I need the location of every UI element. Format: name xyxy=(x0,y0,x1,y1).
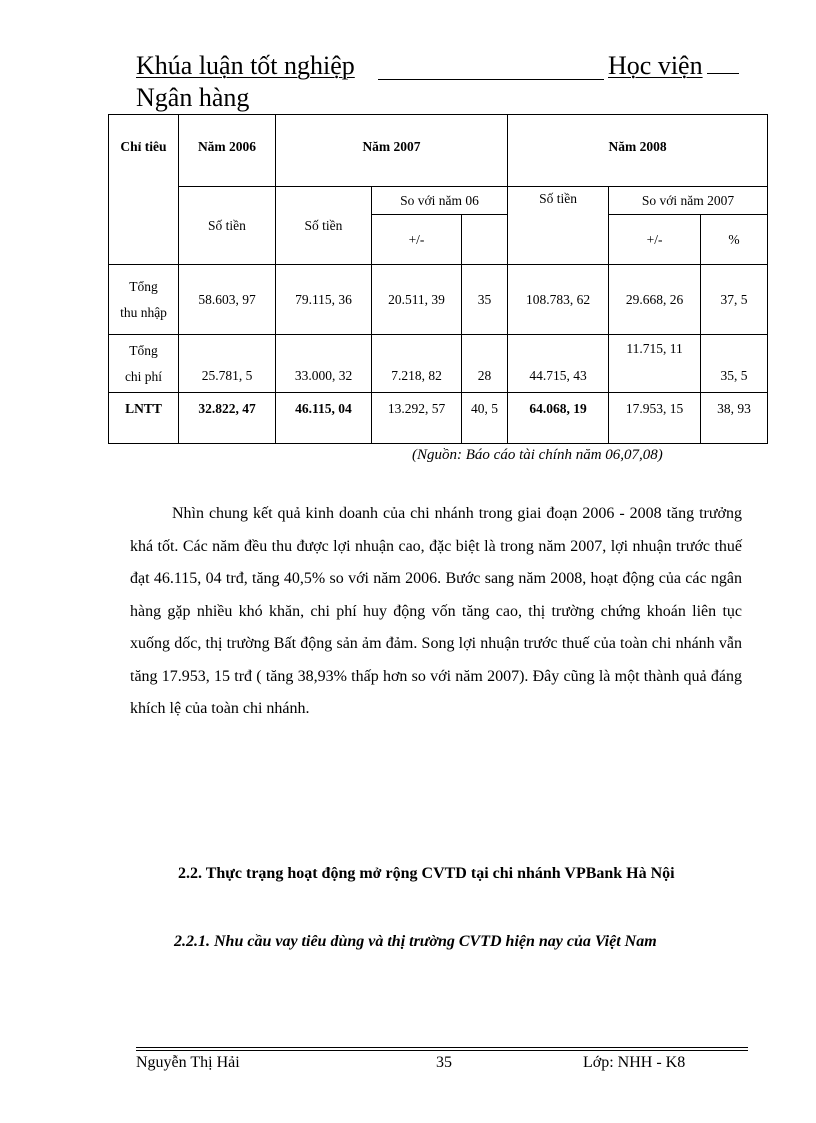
row-label: Tổng chi phí xyxy=(109,335,179,393)
footer-page-number: 35 xyxy=(436,1054,452,1071)
cell-value: 108.783, 62 xyxy=(508,265,609,335)
cell-value: 28 xyxy=(462,335,508,393)
footer-class: Lớp: NHH - K8 xyxy=(583,1054,686,1071)
cell-value: 64.068, 19 xyxy=(508,393,609,444)
table-source-note: (Nguồn: Báo cáo tài chính năm 06,07,08) xyxy=(412,447,663,463)
header-title-line2: Ngân hàng xyxy=(136,83,250,112)
header-percent-08: % xyxy=(701,215,768,265)
header-underline xyxy=(378,79,604,80)
cell-value: 38, 93 xyxy=(701,393,768,444)
cell-value: 17.953, 15 xyxy=(609,393,701,444)
cell-value: 11.715, 11 xyxy=(609,335,701,393)
header-so-voi-06: So với năm 06 xyxy=(372,187,508,215)
cell-value: 35 xyxy=(462,265,508,335)
header-year-2006: Năm 2006 xyxy=(179,115,276,187)
header-percent-07 xyxy=(462,215,508,265)
header-title-right: Học viện xyxy=(608,52,739,80)
financial-results-table xyxy=(108,114,768,444)
header-so-tien-2006: Số tiền xyxy=(179,187,276,265)
footer-rule xyxy=(136,1050,748,1051)
cell-value: 58.603, 97 xyxy=(179,265,276,335)
section-heading: 2.2. Thực trạng hoạt động mở rộng CVTD tại chi nhánh VPBank Hà Nội xyxy=(178,865,675,882)
cell-value: 40, 5 xyxy=(462,393,508,444)
header-year-2007: Năm 2007 xyxy=(276,115,508,187)
table-row xyxy=(109,393,768,444)
cell-value: 7.218, 82 xyxy=(372,335,462,393)
cell-value: 37, 5 xyxy=(701,265,768,335)
cell-value: 33.000, 32 xyxy=(276,335,372,393)
cell-value: 79.115, 36 xyxy=(276,265,372,335)
cell-value: 25.781, 5 xyxy=(179,335,276,393)
cell-value: 32.822, 47 xyxy=(179,393,276,444)
header-so-tien-2007: Số tiền xyxy=(276,187,372,265)
table-row xyxy=(109,335,768,393)
body-paragraph: Nhìn chung kết quả kinh doanh của chi nhánh trong giai đoạn 2006 - 2008 tăng trưởng khá tốt. Các năm đều thu được lợi nhuận cao, đặc biệt là trong năm 2007, lợi nhuận trước thuế đạt 46.115, 04 trđ, tăng 40,5% so với năm 2006. Bước sang năm 2008, hoạt động của các ngân hàng gặp nhiều khó khăn, chi phí huy động vốn tăng cao, thị trường chứng khoán liên tục xuống dốc, thị trường Bất động sản ảm đảm. Song lợi nhuận trước thuế của toàn chi nhánh vẫn tăng 17.953, 15 trđ ( tăng 38,93% thấp hơn so với năm 2007). Đây cũng là một thành quả đáng khích lệ của toàn chi nhánh. xyxy=(130,505,742,717)
subsection-heading: 2.2.1. Nhu cầu vay tiêu dùng và thị trường CVTD hiện nay của Việt Nam xyxy=(174,933,657,950)
footer-author: Nguyễn Thị Hải xyxy=(136,1054,240,1071)
header-plus-minus-07: +/- xyxy=(372,215,462,265)
row-label: Tổng thu nhập xyxy=(109,265,179,335)
cell-value: 13.292, 57 xyxy=(372,393,462,444)
header-plus-minus-08: +/- xyxy=(609,215,701,265)
header-so-voi-2007: So với năm 2007 xyxy=(609,187,768,215)
cell-value: 44.715, 43 xyxy=(508,335,609,393)
cell-value: 35, 5 xyxy=(701,335,768,393)
cell-value: 46.115, 04 xyxy=(276,393,372,444)
header-title-left: Khúa luận tốt nghiệp xyxy=(136,51,355,80)
cell-value: 29.668, 26 xyxy=(609,265,701,335)
header-so-tien-2008: Số tiền xyxy=(508,187,609,265)
footer-rule xyxy=(136,1047,748,1048)
row-label: LNTT xyxy=(109,393,179,444)
cell-value: 20.511, 39 xyxy=(372,265,462,335)
header-chi-tieu: Chỉ tiêu xyxy=(109,115,179,265)
table-row xyxy=(109,265,768,335)
header-year-2008: Năm 2008 xyxy=(508,115,768,187)
